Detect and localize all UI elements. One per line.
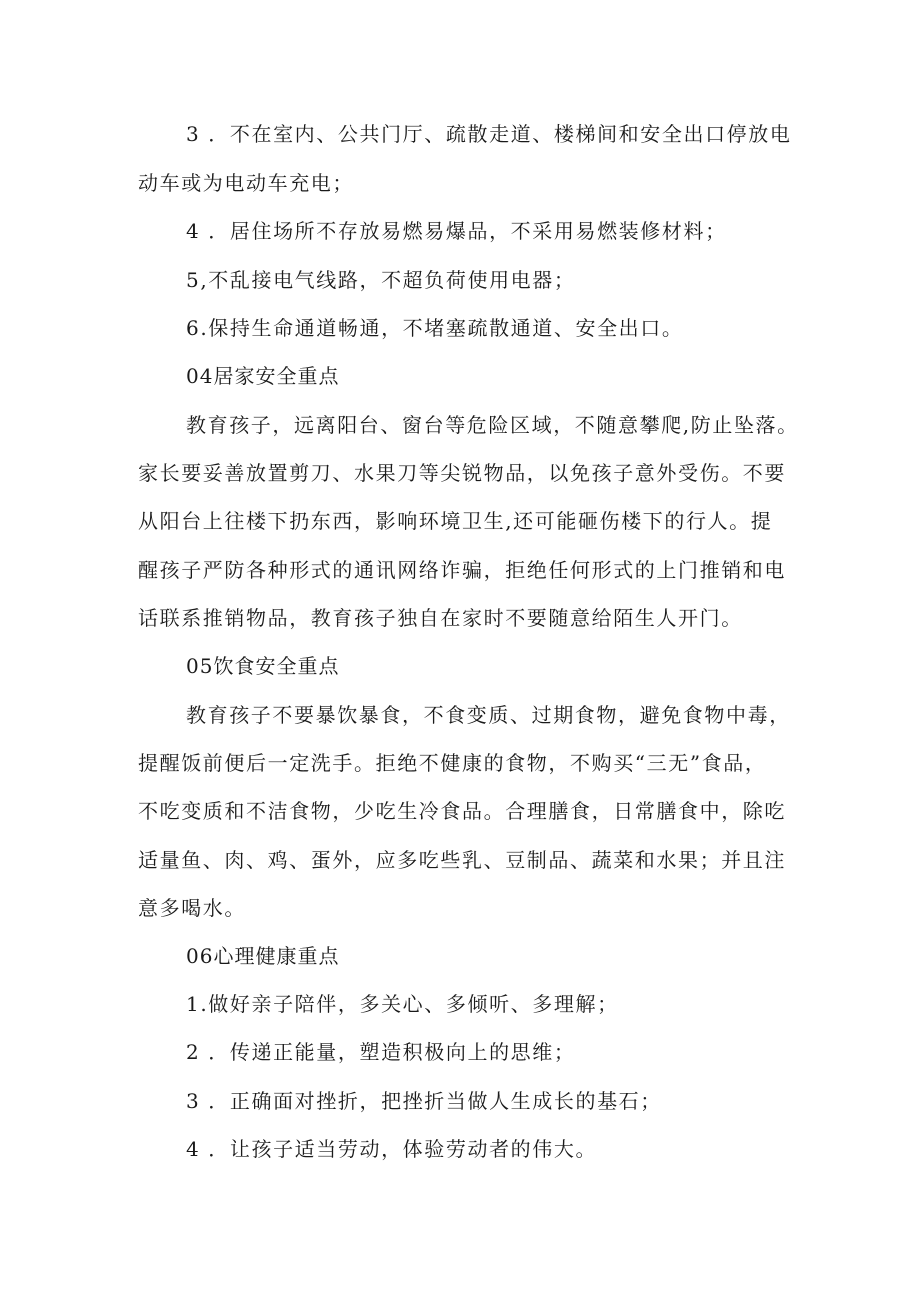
paragraph-line: 话联系推销物品，教育孩子独自在家时不要随意给陌生人开门。 — [138, 606, 743, 630]
paragraph-line: 提醒饭前便后一定洗手。拒绝不健康的食物，不购买“三无”食品， — [138, 751, 767, 775]
list-item-3-line-1: 3 ．不在室内、公共门厅、疏散走道、楼梯间和安全出口停放电 — [186, 122, 792, 146]
paragraph-line: 适量鱼、肉、鸡、蛋外，应多吃些乳、豆制品、蔬菜和水果；并且注 — [138, 848, 786, 872]
paragraph-line: 不吃变质和不洁食物，少吃生冷食品。合理膳食，日常膳食中，除吃 — [138, 799, 786, 823]
list-item-5: 5,不乱接电气线路，不超负荷使用电器； — [186, 268, 576, 292]
paragraph-line: 教育孩子不要暴饮暴食，不食变质、过期食物，避免食物中毒， — [186, 703, 791, 727]
list-item-2: 2 ．传递正能量，塑造积极向上的思维； — [186, 1040, 576, 1064]
paragraph-line: 醒孩子严防各种形式的通讯网络诈骗，拒绝任何形式的上门推销和电 — [138, 558, 786, 582]
section-heading-home-safety: 04居家安全重点 — [186, 364, 340, 388]
paragraph-line: 意多喝水。 — [138, 896, 246, 920]
list-item-3-line-2: 动车或为电动车充电； — [138, 171, 354, 195]
list-item-1: 1.做好亲子陪伴，多关心、多倾听、多理解； — [186, 992, 619, 1016]
list-item-3: 3 ．正确面对挫折，把挫折当做人生成长的基石； — [186, 1089, 662, 1113]
list-item-4: 4 ．让孩子适当劳动，体验劳动者的伟大。 — [186, 1137, 598, 1161]
section-heading-food-safety: 05饮食安全重点 — [186, 654, 340, 678]
section-heading-mental-health: 06心理健康重点 — [186, 944, 340, 968]
list-item-4: 4 ．居住场所不存放易燃易爆品，不采用易燃装修材料； — [186, 219, 727, 243]
paragraph-line: 家长要妥善放置剪刀、水果刀等尖锐物品，以免孩子意外受伤。不要 — [138, 461, 786, 485]
paragraph-line: 从阳台上往楼下扔东西，影响环境卫生,还可能砸伤楼下的行人。提 — [138, 509, 773, 533]
paragraph-line: 教育孩子，远离阳台、窗台等危险区域，不随意攀爬,防止坠落。 — [186, 413, 799, 437]
list-item-6: 6.保持生命通道畅通，不堵塞疏散通道、安全出口。 — [186, 316, 684, 340]
